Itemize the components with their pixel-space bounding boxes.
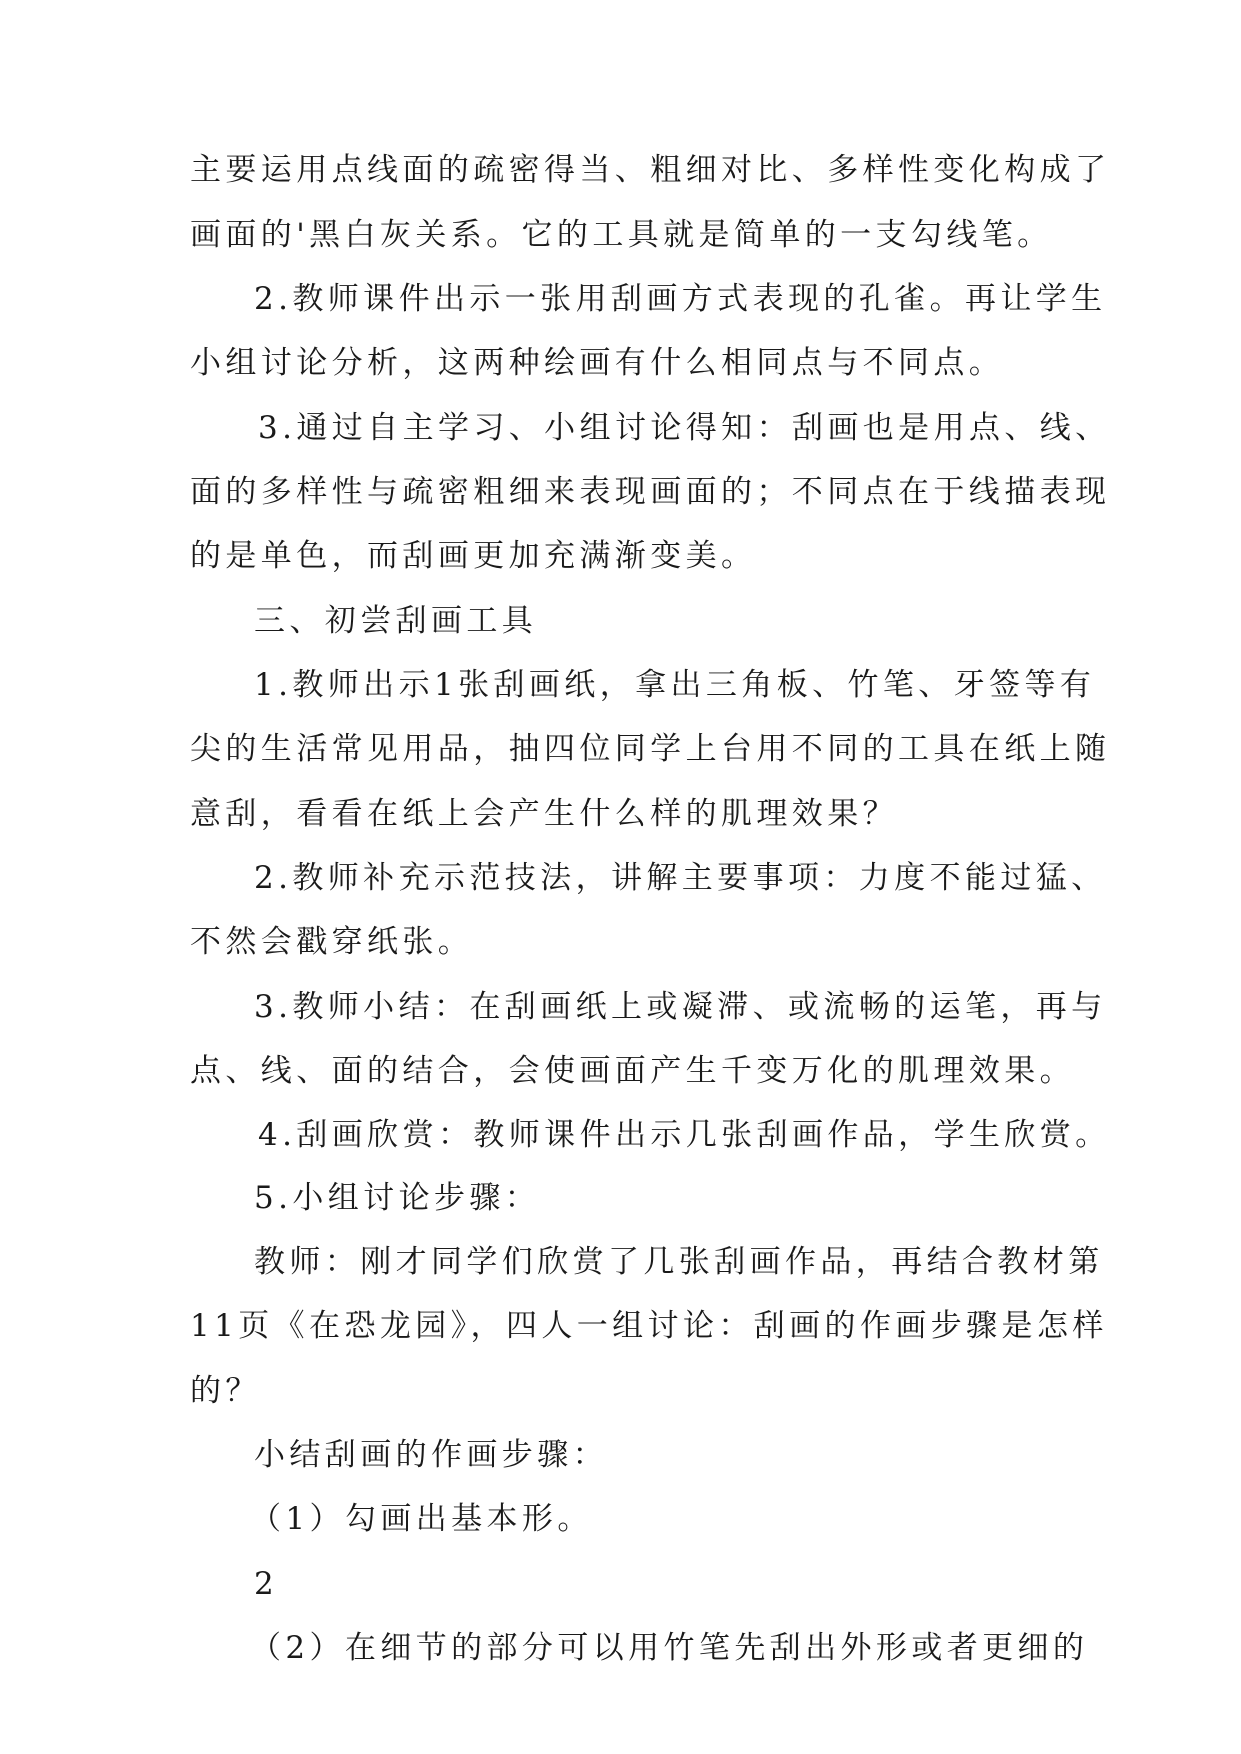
text-line-4: 小组讨论分析，这两种绘画有什么相同点与不同点。	[190, 345, 1005, 381]
text-line-22: （1）勾画出基本形。	[250, 1501, 593, 1537]
text-line-9: 1.教师出示1张刮画纸，拿出三角板、竹笔、牙签等有	[254, 667, 1096, 703]
text-line-17: 5.小组讨论步骤：	[254, 1180, 541, 1216]
text-line-5: 3.通过自主学习、小组讨论得知：刮画也是用点、线、	[258, 410, 1111, 446]
text-line-3: 2.教师课件出示一张用刮画方式表现的孔雀。再让学生	[254, 281, 1107, 317]
text-line-7: 的是单色，而刮画更加充满渐变美。	[190, 538, 757, 574]
text-line-21: 小结刮画的作画步骤：	[254, 1437, 608, 1473]
text-line-20: 的？	[190, 1373, 261, 1409]
text-line-13: 不然会戳穿纸张。	[190, 924, 474, 960]
page-number: 2	[254, 1566, 279, 1602]
text-line-15: 点、线、面的结合，会使画面产生千变万化的肌理效果。	[190, 1053, 1075, 1089]
text-line-12: 2.教师补充示范技法，讲解主要事项：力度不能过猛、	[254, 860, 1107, 896]
text-line-18: 教师：刚才同学们欣赏了几张刮画作品，再结合教材第	[254, 1244, 1104, 1280]
text-line-1: 主要运用点线面的疏密得当、粗细对比、多样性变化构成了	[190, 152, 1111, 188]
text-line-2: 画面的'黑白灰关系。它的工具就是简单的一支勾线笔。	[190, 217, 1053, 253]
text-line-19: 11页《在恐龙园》，四人一组讨论：刮画的作画步骤是怎样	[190, 1308, 1108, 1344]
text-line-24: （2）在细节的部分可以用竹笔先刮出外形或者更细的	[250, 1630, 1089, 1666]
text-line-10: 尖的生活常见用品，抽四位同学上台用不同的工具在纸上随	[190, 731, 1111, 767]
text-line-11: 意刮，看看在纸上会产生什么样的肌理效果？	[190, 796, 898, 832]
text-line-6: 面的多样性与疏密粗细来表现画面的；不同点在于线描表现	[190, 474, 1111, 510]
text-line-14: 3.教师小结：在刮画纸上或凝滞、或流畅的运笔，再与	[254, 989, 1107, 1025]
text-line-16: 4.刮画欣赏：教师课件出示几张刮画作品，学生欣赏。	[258, 1117, 1111, 1153]
section-heading: 三、初尝刮画工具	[254, 603, 538, 639]
